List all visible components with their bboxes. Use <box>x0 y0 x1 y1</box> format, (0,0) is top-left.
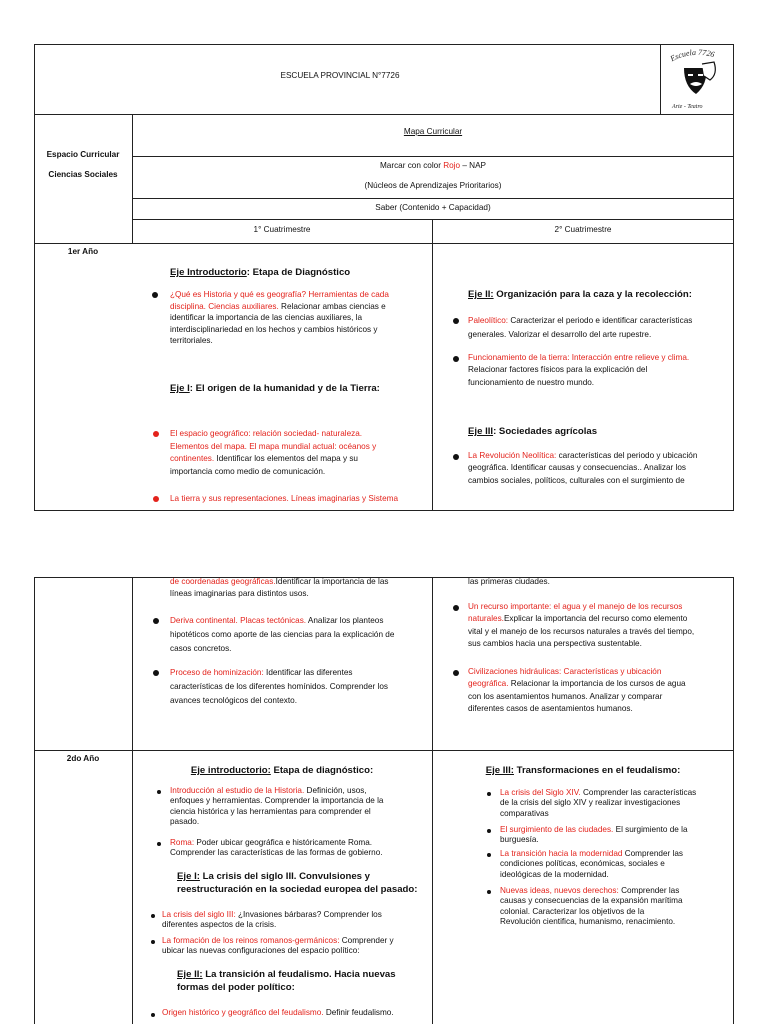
list-item: Funcionamiento de la tierra: Interacción entre relieve y clima. Relacionar factores físicos para la explicación del funcionamiento de nuestro mundo. <box>468 353 690 387</box>
svg-text:Escuela 7726: Escuela 7726 <box>668 47 716 64</box>
list-item: de coordenadas geográficas.Identificar la importancia de las líneas imaginarias para distintos usos. <box>170 577 389 598</box>
bullet <box>453 670 459 676</box>
list-item: El surgimiento de las ciudades. El surgimiento de la burguesía. <box>500 825 688 845</box>
bullet <box>151 1013 155 1017</box>
list-item: ¿Qué es Historia y qué es geografía? Herramientas de cada disciplina. Ciencias auxiliares. Relacionar ambas ciencias e identificar la importancia de las ciencias auxiliares, la interdisciplinariedad en los hechos y cambios históricos y territoriales. <box>170 290 389 346</box>
bullet <box>151 914 155 918</box>
eje-3-heading: Eje III: Sociedades agrícolas <box>468 426 598 437</box>
bullet <box>487 792 491 796</box>
eje-introductorio-heading: Eje Introductorio: Etapa de Diagnóstico <box>170 267 351 278</box>
list-item: Origen histórico y geográfico del feudalismo. Definir feudalismo. <box>162 1008 394 1017</box>
eje-3-2-heading: Eje III: Transformaciones en el feudalismo: <box>485 765 681 776</box>
list-item: Un recurso importante: el agua y el manejo de los recursos naturales.Explicar la importancia del recurso como elemento vital y el manejo de los recursos naturales a través del tiempo, sus cambios hacia una perspectiva sustentable. <box>468 602 695 649</box>
saber-line: Saber (Contenido + Capacidad) <box>375 203 491 212</box>
list-item: Proceso de hominización: Identificar las diferentes características de los diferentes homínidos. Comprender los avances tecnológicos del contexto. <box>170 668 388 705</box>
eje-introductorio-2-heading: Eje introductorio: Etapa de diagnóstico: <box>190 765 374 776</box>
bullet <box>453 454 459 460</box>
bullet <box>157 842 161 846</box>
bullet <box>153 670 159 676</box>
bullet <box>453 356 459 362</box>
list-item: La crisis del siglo III: ¿Invasiones bárbaras? Comprender los diferentes aspectos de la crisis. <box>162 910 382 930</box>
bullet <box>453 605 459 611</box>
list-item: Paleolítico: Caracterizar el periodo e identificar características generales. Valorizar el desarrollo del arte rupestre. <box>468 316 693 339</box>
bullet <box>153 618 159 624</box>
bullet <box>151 940 155 944</box>
list-item: las primeras ciudades. <box>468 577 550 586</box>
mapa-title: Mapa Curricular <box>403 127 463 136</box>
list-item: Civilizaciones hidráulicas: Características y ubicación geográfica. Relacionar la importancia de los cursos de agua con los asentamientos humanos. Analizar y comparar diferentes casos de asentamientos humanos. <box>468 667 686 714</box>
year-1-label: 1er Año <box>67 247 99 256</box>
bullet <box>487 853 491 857</box>
year-2-label: 2do Año <box>66 754 100 763</box>
bullet <box>153 496 159 502</box>
marcar-line: Marcar con color Rojo – NAP <box>379 161 487 170</box>
rojo-word: Rojo <box>443 161 461 170</box>
ciencias-sociales-label: Ciencias Sociales <box>48 170 118 179</box>
bullet <box>153 431 159 437</box>
list-item: Nuevas ideas, nuevos derechos: Comprender las causas y consecuencias de la expansión marítima colonial. Caracterizar los objetivos de la Revolución cientifica, humanismo, renacimiento. <box>500 886 683 927</box>
espacio-curricular-label: Espacio Curricular <box>46 150 120 159</box>
svg-text:Arte - Teatro: Arte - Teatro <box>672 104 703 110</box>
list-item: La transición hacia la modernidad Comprender las condiciones políticas, económicas, sociales e ideológicas de la modernidad. <box>500 849 683 879</box>
eje-1-2-heading: Eje I: La crisis del siglo III. Convulsiones y reestructuración en la sociedad europea del pasado: <box>177 871 418 895</box>
eje-1-heading: Eje I: El origen de la humanidad y de la Tierra: <box>170 383 380 394</box>
eje-2-heading: Eje II: Organización para la caza y la recolección: <box>468 289 692 300</box>
cuatrimestre-1-header: 1° Cuatrimestre <box>253 225 311 234</box>
list-item: La Revolución Neolítica: características del periodo y ubicación geográfica. Identificar causas y consecuencias.. Analizar los cambios sociales, políticos, culturales con el surgimiento de <box>468 451 698 485</box>
bullet <box>152 292 158 298</box>
list-item: Deriva continental. Placas tectónicas. Analizar los planteos hipotéticos como aporte de las ciencias para la explicación de casos concretos. <box>170 616 395 653</box>
list-item: La formación de los reinos romanos-germánicos: Comprender y ubicar las nuevas configuraciones del espacio político: <box>162 936 394 956</box>
school-name: ESCUELA PROVINCIAL N°7726 <box>280 71 400 80</box>
bullet <box>487 890 491 894</box>
school-logo <box>662 46 732 112</box>
list-item: La crisis del Siglo XIV. Comprender las características de la crisis del siglo XIV y realizar investigaciones comparativas <box>500 788 697 818</box>
cuatrimestre-2-header: 2° Cuatrimestre <box>554 225 612 234</box>
list-item: Introducción al estudio de la Historia. Definición, usos, enfoques y herramientas. Comprender la importancia de la ciencia histórica y las herramientas para comprender el pasado. <box>170 786 384 827</box>
list-item: Roma: Poder ubicar geográfica e históricamente Roma. Comprender las características de las formas de gobierno. <box>170 838 383 858</box>
eje-2-2-heading: Eje II: La transición al feudalismo. Hacia nuevas formas del poder político: <box>177 969 396 993</box>
bullet <box>157 790 161 794</box>
bullet <box>453 318 459 324</box>
theater-masks-icon <box>662 46 732 112</box>
nap-line: (Núcleos de Aprendizajes Prioritarios) <box>364 181 502 190</box>
bullet <box>487 829 491 833</box>
list-item: La tierra y sus representaciones. Líneas imaginarias y Sistema <box>170 494 398 503</box>
list-item: El espacio geográfico: relación sociedad- naturaleza. Elementos del mapa. El mapa mundial actual: océanos y continentes. Identificar los elementos del mapa y su importancia como medio de comunicación. <box>170 429 377 476</box>
